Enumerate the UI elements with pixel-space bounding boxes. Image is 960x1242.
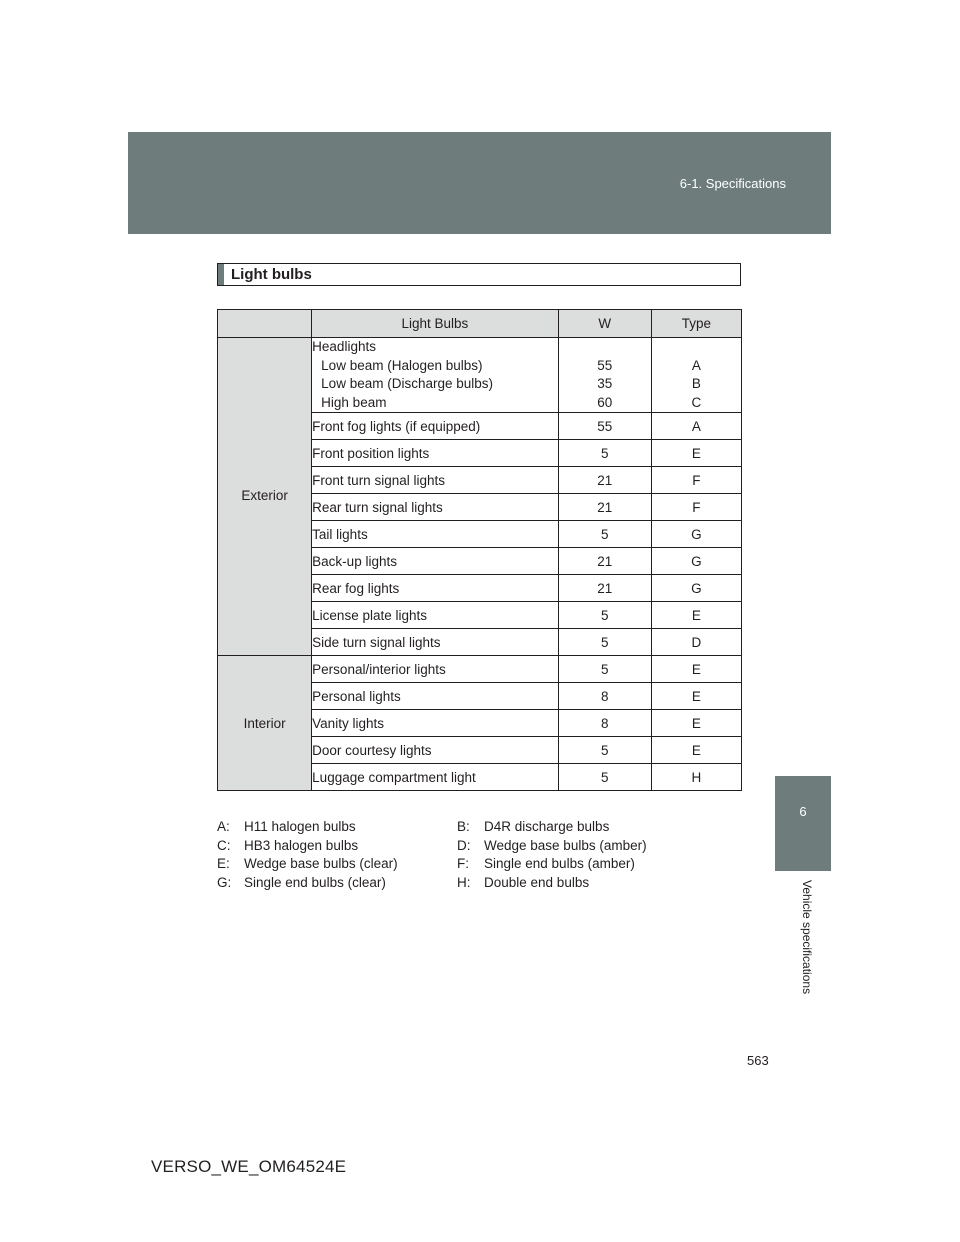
legend-text: Double end bulbs bbox=[484, 874, 590, 890]
watt-value: 5 bbox=[558, 764, 651, 791]
column-header-watts: W bbox=[558, 310, 651, 338]
type-value: A bbox=[691, 357, 701, 373]
watt-value: 5 bbox=[558, 602, 651, 629]
legend-key: A: bbox=[217, 819, 230, 834]
table-row bbox=[218, 656, 742, 683]
page-number: 563 bbox=[747, 1053, 769, 1068]
category-exterior: Exterior bbox=[218, 338, 312, 656]
legend-item bbox=[457, 855, 635, 874]
bulb-name: Front position lights bbox=[312, 440, 558, 467]
legend-item bbox=[457, 874, 589, 893]
document-code: VERSO_WE_OM64524E bbox=[151, 1157, 347, 1176]
legend-key: G: bbox=[217, 874, 232, 890]
watt-value: 5 bbox=[558, 656, 651, 683]
bulb-name: Personal lights bbox=[312, 683, 558, 710]
watt-value: 5 bbox=[558, 629, 651, 656]
legend-text: HB3 halogen bulbs bbox=[244, 837, 359, 853]
column-header-light-bulbs: Light Bulbs bbox=[312, 310, 558, 338]
watt-value: 21 bbox=[558, 467, 651, 494]
category-interior: Interior bbox=[218, 656, 312, 791]
headlights-title: Headlights bbox=[312, 339, 376, 354]
headlights-item: Low beam (Halogen bulbs) bbox=[321, 357, 483, 373]
section-title-box bbox=[217, 263, 741, 286]
headlights-cell bbox=[312, 338, 558, 413]
watt-value: 5 bbox=[558, 440, 651, 467]
legend-text: Single end bulbs (clear) bbox=[244, 874, 386, 890]
type-value: G bbox=[651, 575, 741, 602]
legend-item bbox=[217, 818, 356, 837]
chapter-title: Vehicle specifications bbox=[800, 880, 814, 995]
legend-item bbox=[217, 874, 386, 893]
column-header-type: Type bbox=[651, 310, 741, 338]
table-header-row bbox=[218, 310, 742, 338]
column-header-category bbox=[218, 310, 312, 338]
type-value: F bbox=[651, 494, 741, 521]
chapter-tab bbox=[775, 776, 831, 871]
watt-value: 8 bbox=[558, 710, 651, 737]
section-title-bar bbox=[218, 264, 224, 285]
watt-value: 55 bbox=[558, 413, 651, 440]
watt-value: 5 bbox=[558, 521, 651, 548]
watt-value: 8 bbox=[558, 683, 651, 710]
bulb-name: Front fog lights (if equipped) bbox=[312, 413, 558, 440]
type-value: E bbox=[651, 656, 741, 683]
type-value: E bbox=[651, 440, 741, 467]
headlights-item: Low beam (Discharge bulbs) bbox=[321, 376, 494, 391]
watt-value: 21 bbox=[558, 494, 651, 521]
legend-text: Single end bulbs (amber) bbox=[484, 856, 635, 871]
type-value: G bbox=[651, 521, 741, 548]
legend-key: E: bbox=[217, 856, 230, 871]
watt-value: 55 bbox=[597, 357, 613, 373]
bulb-name: Side turn signal lights bbox=[312, 629, 558, 656]
watt-value: 21 bbox=[558, 548, 651, 575]
type-value: H bbox=[651, 764, 741, 791]
headlights-watts bbox=[558, 338, 651, 413]
type-value: F bbox=[651, 467, 741, 494]
legend-text: H11 halogen bulbs bbox=[244, 819, 356, 834]
legend-key: F: bbox=[457, 856, 469, 871]
type-value: B bbox=[691, 376, 701, 391]
watt-value: 5 bbox=[558, 737, 651, 764]
watt-value: 35 bbox=[597, 376, 613, 391]
bulb-name: Rear fog lights bbox=[312, 575, 558, 602]
legend-key: C: bbox=[217, 837, 231, 853]
bulb-name: Door courtesy lights bbox=[312, 737, 558, 764]
bulb-name: Back-up lights bbox=[312, 548, 558, 575]
legend-item bbox=[457, 818, 609, 837]
legend-text: Wedge base bulbs (clear) bbox=[244, 856, 398, 871]
section-title: Light bulbs bbox=[231, 266, 312, 283]
legend-key: D: bbox=[457, 837, 471, 853]
headlights-types bbox=[651, 338, 741, 413]
bulb-name: Front turn signal lights bbox=[312, 467, 558, 494]
type-value: D bbox=[651, 629, 741, 656]
legend-item bbox=[217, 837, 358, 856]
legend-key: B: bbox=[457, 819, 470, 834]
legend-item bbox=[217, 855, 398, 874]
bulb-name: Personal/interior lights bbox=[312, 656, 558, 683]
section-header: 6-1. Specifications bbox=[679, 176, 786, 191]
type-value: E bbox=[651, 737, 741, 764]
bulb-name: Luggage compartment light bbox=[312, 764, 558, 791]
type-value: E bbox=[651, 710, 741, 737]
watt-value: 60 bbox=[597, 394, 613, 410]
type-value: G bbox=[651, 548, 741, 575]
bulb-name: Tail lights bbox=[312, 521, 558, 548]
table-row bbox=[218, 338, 742, 413]
watt-value: 21 bbox=[558, 575, 651, 602]
legend-key: H: bbox=[457, 874, 471, 890]
legend-item bbox=[457, 837, 647, 856]
bulb-name: Vanity lights bbox=[312, 710, 558, 737]
chapter-number: 6 bbox=[799, 804, 807, 819]
type-value: A bbox=[651, 413, 741, 440]
headlights-item: High beam bbox=[321, 394, 387, 410]
type-value: C bbox=[691, 394, 702, 410]
legend-text: D4R discharge bulbs bbox=[484, 819, 610, 834]
bulb-name: Rear turn signal lights bbox=[312, 494, 558, 521]
header-band bbox=[128, 132, 831, 234]
light-bulbs-table bbox=[217, 309, 742, 791]
type-value: E bbox=[651, 602, 741, 629]
type-value: E bbox=[651, 683, 741, 710]
bulb-name: License plate lights bbox=[312, 602, 558, 629]
legend-text: Wedge base bulbs (amber) bbox=[484, 837, 647, 853]
